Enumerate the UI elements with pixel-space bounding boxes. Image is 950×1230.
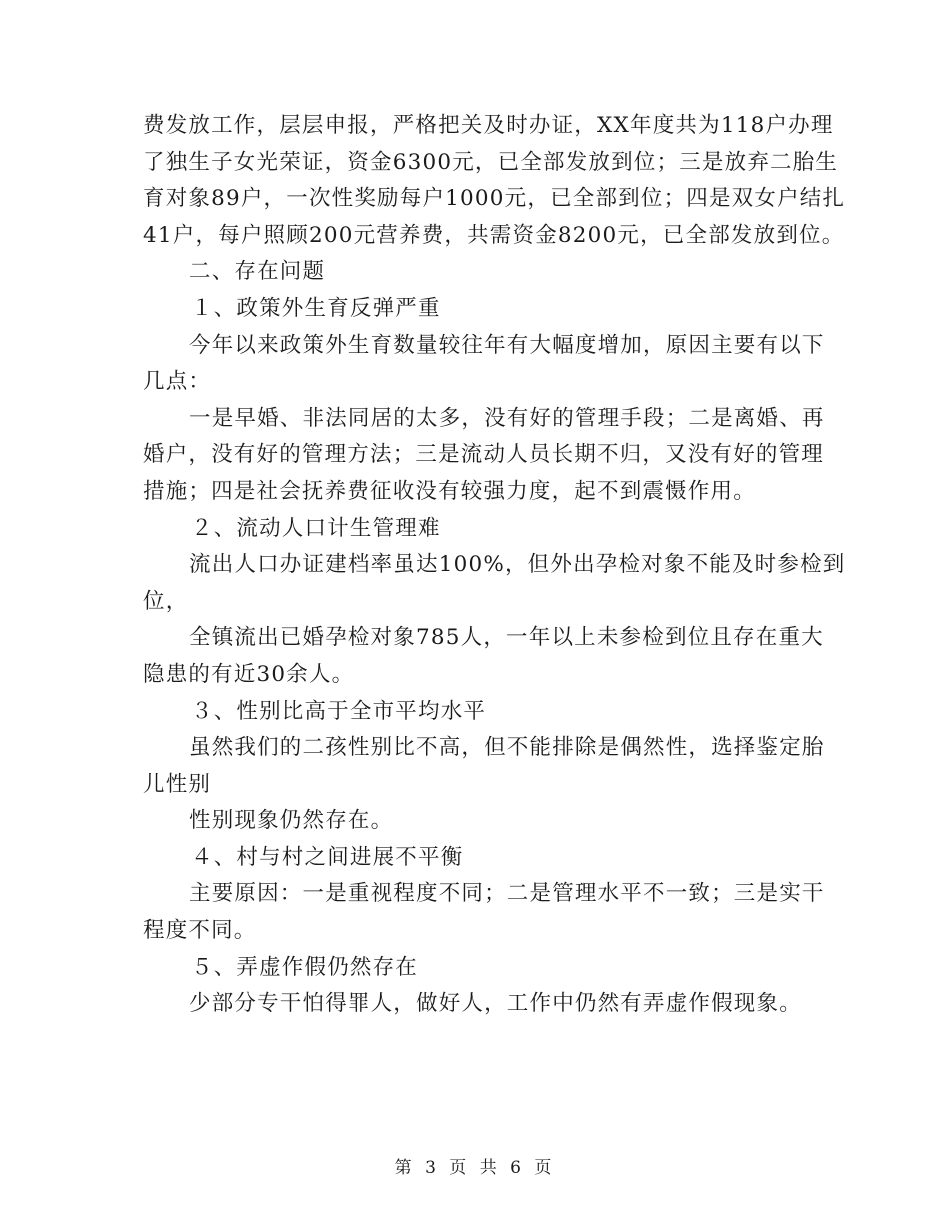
text-line: 育对象89户，一次性奖励每户1000元，已全部到位；四是双女户结扎: [143, 186, 846, 212]
subsection-heading: ２、流动人口计生管理难: [191, 515, 441, 541]
subsection-heading: １、政策外生育反弹严重: [191, 295, 441, 321]
section-heading: 二、存在问题: [189, 259, 326, 285]
page-number-footer: 第 3 页 共 6 页: [394, 1158, 556, 1178]
text-line: 主要原因：一是重视程度不同；二是管理水平不一致；三是实干: [189, 881, 825, 907]
text-line: 位，: [143, 588, 189, 614]
document-body: [143, 108, 846, 1023]
subsection-heading: ５、弄虚作假仍然存在: [191, 954, 419, 980]
text-line: 一是早婚、非法同居的太多，没有好的管理手段；二是离婚、再: [189, 405, 825, 431]
text-line: 今年以来政策外生育数量较往年有大幅度增加，原因主要有以下: [189, 332, 825, 358]
text-line: 婚户，没有好的管理方法；三是流动人员长期不归，又没有好的管理: [143, 442, 825, 468]
text-line: 性别现象仍然存在。: [189, 808, 394, 834]
text-line: 全镇流出已婚孕检对象785人，一年以上未参检到位且存在重大: [189, 625, 824, 651]
subsection-heading: ４、村与村之间进展不平衡: [191, 844, 464, 870]
subsection-heading: ３、性别比高于全市平均水平: [191, 698, 487, 724]
text-line: 41户，每户照顾200元营养费，共需资金8200元，已全部发放到位。: [143, 222, 845, 248]
text-line: 程度不同。: [143, 918, 257, 944]
text-line: 流出人口办证建档率虽达100%，但外出孕检对象不能及时参检到: [189, 552, 846, 578]
text-line: 了独生子女光荣证，资金6300元，已全部发放到位；三是放弃二胎生: [143, 149, 839, 175]
text-line: 虽然我们的二孩性别比不高，但不能排除是偶然性，选择鉴定胎: [189, 735, 825, 761]
text-line: 儿性别: [143, 771, 212, 797]
text-line: 少部分专干怕得罪人，做好人，工作中仍然有弄虚作假现象。: [189, 991, 802, 1017]
text-line: 隐患的有近30余人。: [143, 661, 355, 687]
text-line: 措施；四是社会抚养费征收没有较强力度，起不到震慑作用。: [143, 478, 756, 504]
text-line: 费发放工作，层层申报，严格把关及时办证，XX年度共为118户办理: [143, 113, 834, 138]
text-line: 几点：: [143, 369, 212, 395]
